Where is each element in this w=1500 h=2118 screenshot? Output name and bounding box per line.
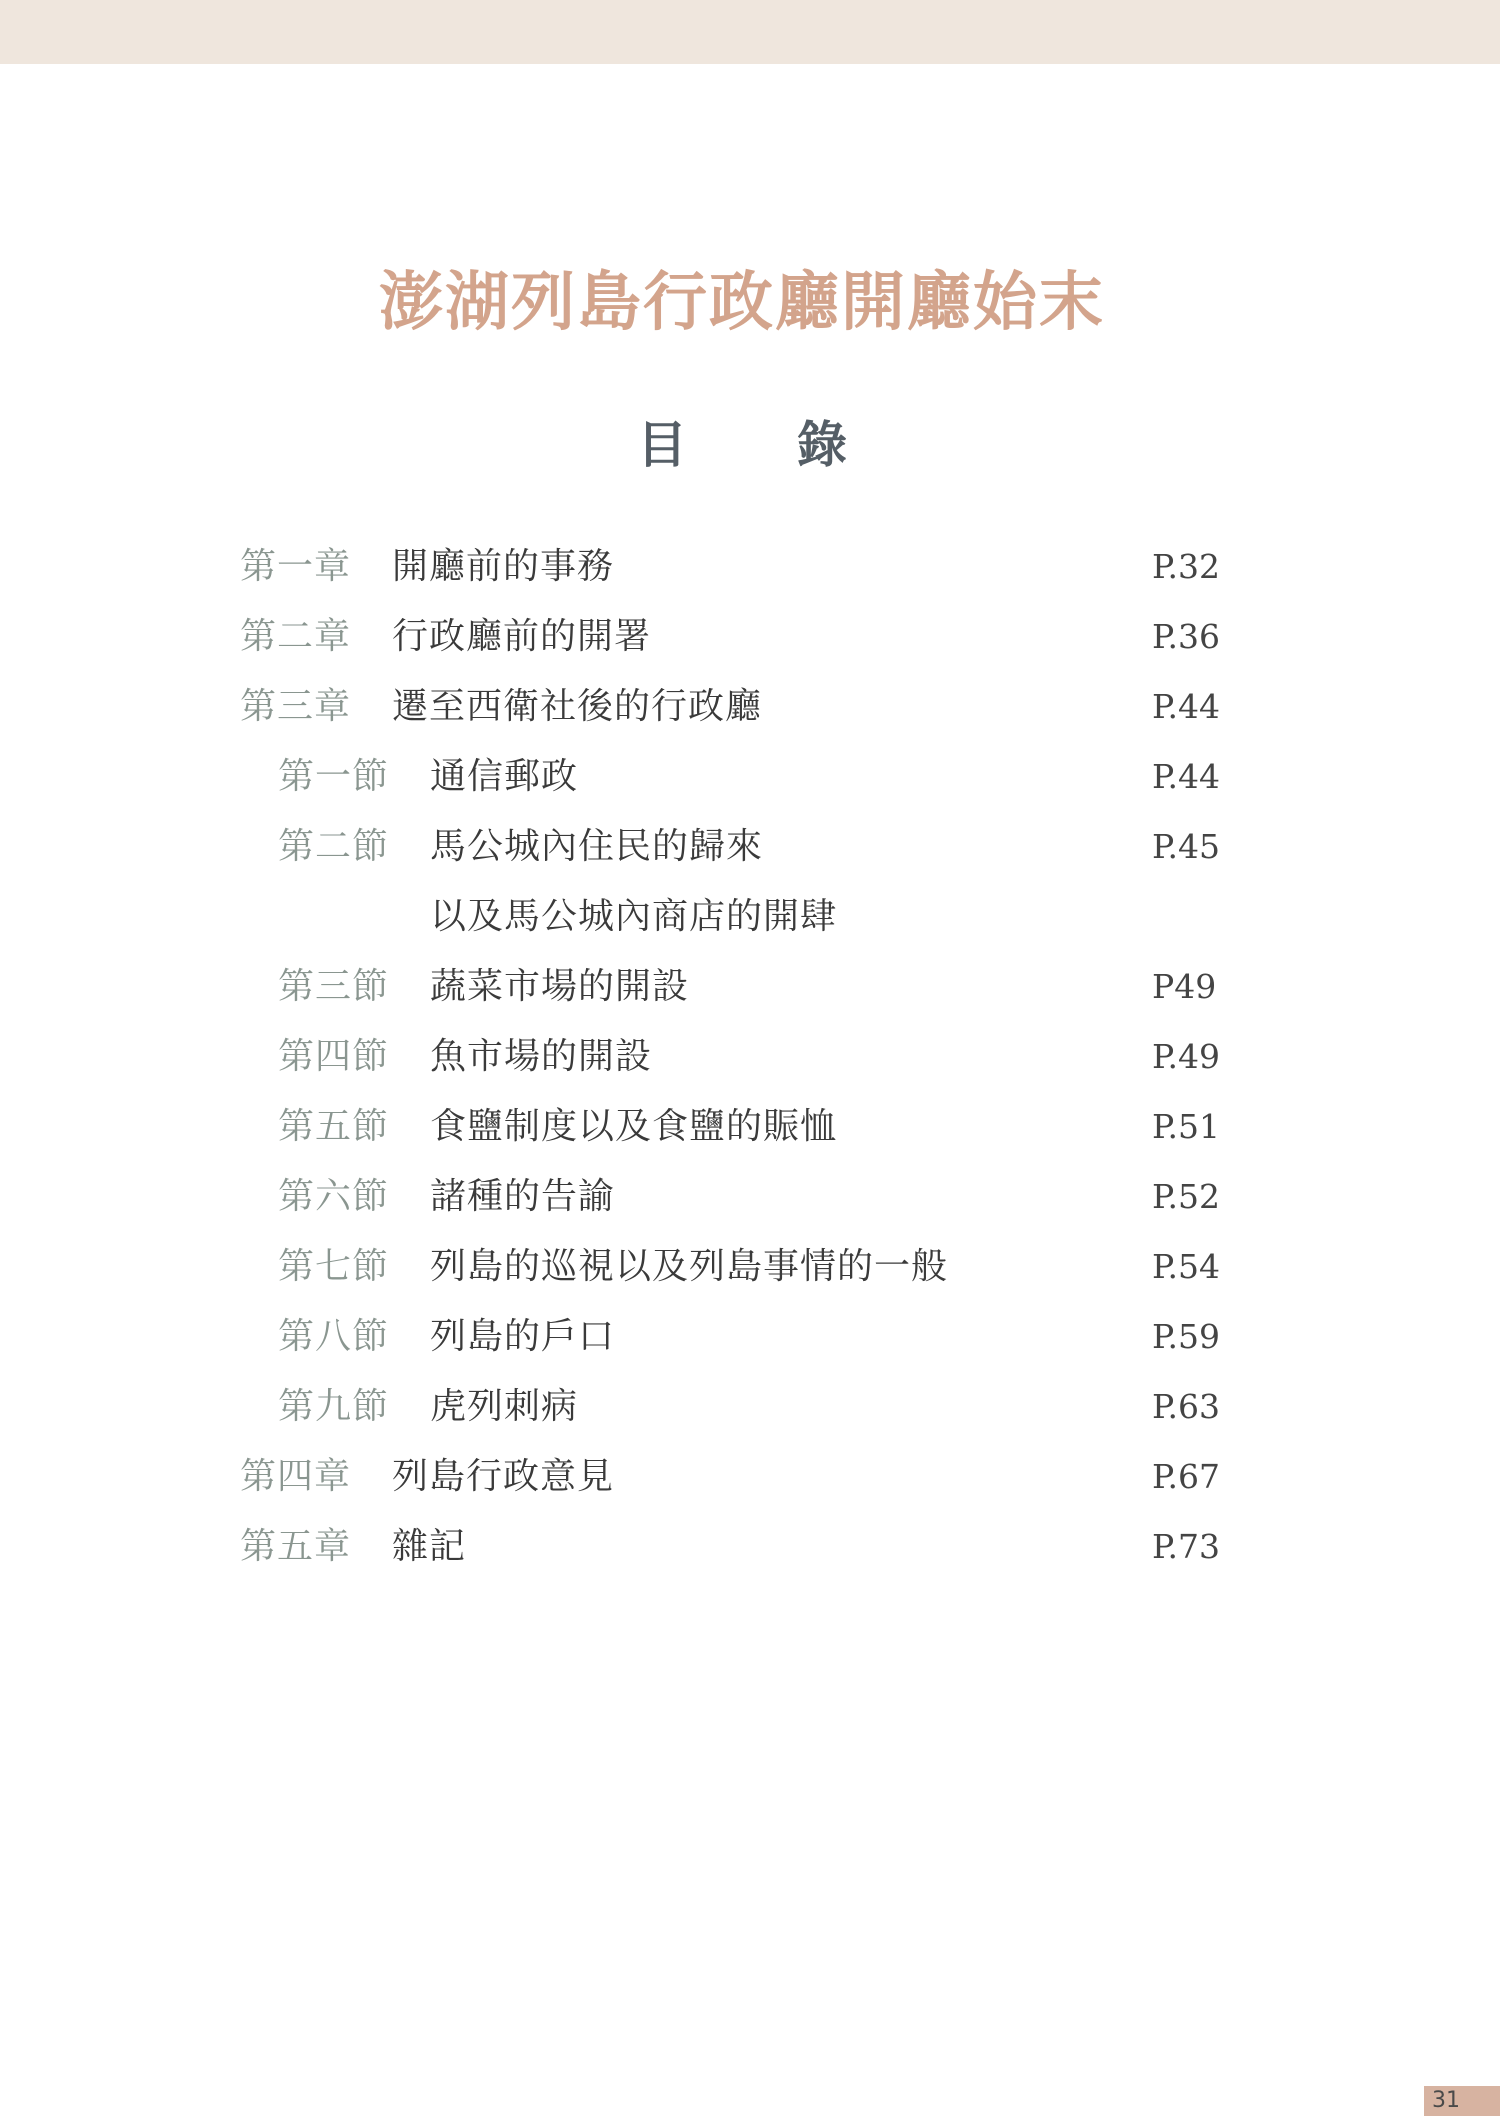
book-title: 澎湖列島行政廳開廳始末	[379, 266, 1105, 340]
toc-entry-section-2-continued[interactable]	[240, 890, 1220, 960]
toc-entry-title: 遷至西衛社後的行政廳	[392, 686, 763, 727]
toc-entry-page: P.52	[1152, 1177, 1220, 1216]
toc-entry-number: 第九節	[278, 1386, 390, 1427]
toc-entry-title: 諸種的告諭	[430, 1176, 616, 1217]
toc-entry-title: 列島的戶口	[430, 1316, 616, 1357]
toc-entry-page: P.59	[1152, 1317, 1220, 1356]
toc-entry-page: P.45	[1152, 827, 1220, 866]
toc-entry-number: 第二章	[240, 616, 352, 657]
toc-entry-number: 第一章	[240, 546, 352, 587]
toc-entry-number: 第四章	[240, 1456, 352, 1497]
top-band	[0, 0, 1500, 64]
toc-heading-char-2: 錄	[797, 416, 847, 474]
toc-entry-page: P.36	[1152, 617, 1220, 656]
toc-entry-title: 雜記	[392, 1526, 467, 1567]
page-number: 31	[1432, 2088, 1460, 2113]
toc-entry-page: P.54	[1152, 1247, 1220, 1286]
toc-entry-number: 第四節	[278, 1036, 390, 1077]
toc-entry-page: P.73	[1152, 1527, 1220, 1566]
toc-entry-section-6[interactable]	[240, 1170, 1220, 1240]
toc-entry-title: 魚市場的開設	[430, 1036, 653, 1077]
toc-entry-title: 虎列刺病	[430, 1386, 579, 1427]
toc-entry-page: P49	[1152, 967, 1217, 1006]
toc-entry-chapter-3[interactable]	[240, 680, 1220, 750]
toc-entry-title: 通信郵政	[430, 756, 579, 797]
toc-entry-number: 第五章	[240, 1526, 352, 1567]
toc-entry-section-3[interactable]	[240, 960, 1220, 1030]
toc-entry-number: 第二節	[278, 826, 390, 867]
toc-heading-char-1: 目	[637, 416, 687, 474]
toc-entry-number: 第六節	[278, 1176, 390, 1217]
toc-entry-number: 第八節	[278, 1316, 390, 1357]
toc-entry-title: 行政廳前的開署	[392, 616, 652, 657]
toc-entry-chapter-1[interactable]	[240, 540, 1220, 610]
toc-entry-section-7[interactable]	[240, 1240, 1220, 1310]
toc-entry-page: P.32	[1152, 547, 1220, 586]
toc-entry-title: 食鹽制度以及食鹽的賑恤	[430, 1106, 838, 1147]
toc-entry-page: P.51	[1152, 1107, 1220, 1146]
toc-entry-section-5[interactable]	[240, 1100, 1220, 1170]
toc-entry-page: P.49	[1152, 1037, 1220, 1076]
toc-entry-title: 開廳前的事務	[392, 546, 615, 587]
toc-entry-number: 第三章	[240, 686, 352, 727]
toc-entry-number: 第一節	[278, 756, 390, 797]
toc-entry-title: 馬公城內住民的歸來	[430, 826, 764, 867]
toc-entry-title: 列島的巡視以及列島事情的一般	[430, 1246, 949, 1287]
toc-entry-page: P.67	[1152, 1457, 1220, 1496]
toc-entry-title-continued: 以及馬公城內商店的開肆	[430, 896, 838, 937]
toc-entry-section-8[interactable]	[240, 1310, 1220, 1380]
toc-heading	[0, 410, 1484, 480]
toc-entry-page: P.63	[1152, 1387, 1220, 1426]
table-of-contents	[240, 540, 1220, 1590]
toc-entry-page: P.44	[1152, 757, 1220, 796]
toc-entry-number: 第七節	[278, 1246, 390, 1287]
toc-entry-number: 第五節	[278, 1106, 390, 1147]
toc-entry-title: 蔬菜市場的開設	[430, 966, 690, 1007]
toc-entry-title: 列島行政意見	[392, 1456, 615, 1497]
toc-entry-chapter-4[interactable]	[240, 1450, 1220, 1520]
toc-entry-section-2[interactable]	[240, 820, 1220, 890]
toc-entry-chapter-5[interactable]	[240, 1520, 1220, 1590]
toc-entry-section-4[interactable]	[240, 1030, 1220, 1100]
toc-entry-chapter-2[interactable]	[240, 610, 1220, 680]
toc-entry-page: P.44	[1152, 687, 1220, 726]
toc-entry-section-9[interactable]	[240, 1380, 1220, 1450]
toc-entry-number: 第三節	[278, 966, 390, 1007]
toc-entry-section-1[interactable]	[240, 750, 1220, 820]
